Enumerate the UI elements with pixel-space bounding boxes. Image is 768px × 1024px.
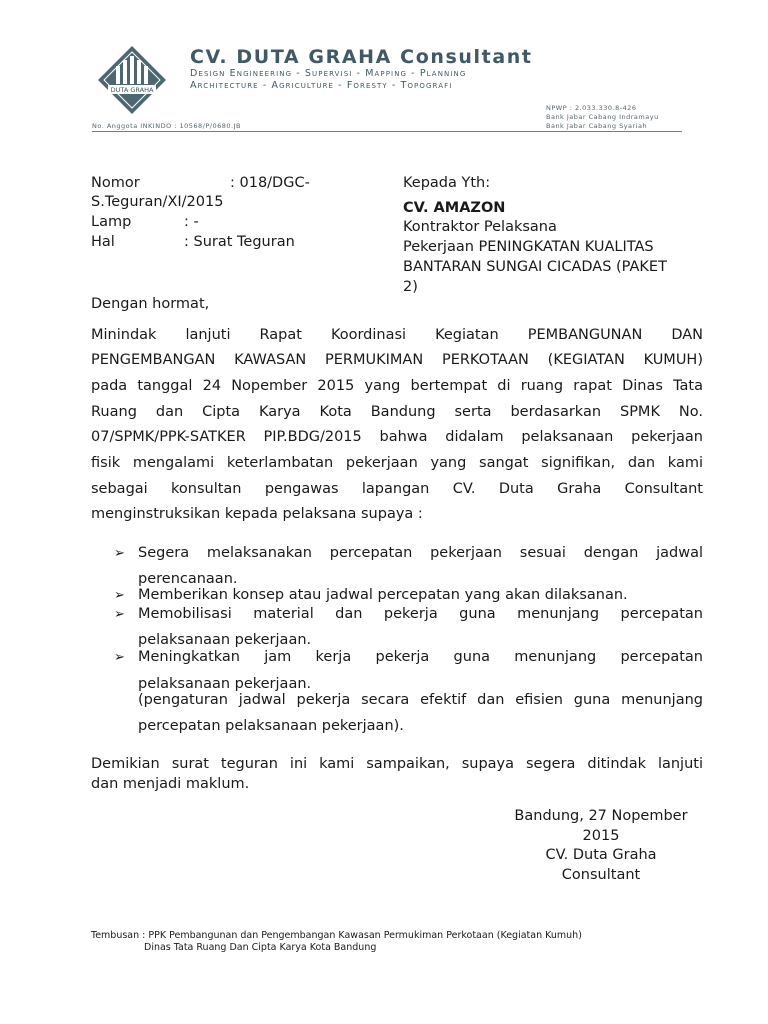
nomor-label: Nomor <box>91 175 140 191</box>
greeting: Dengan hormat, <box>91 296 210 312</box>
bullet-arrow-icon: ➢ <box>114 546 125 561</box>
lamp-label: Lamp <box>91 214 132 230</box>
body-line: 07/SPMK/PPK-SATKER PIP.BDG/2015 bahwa didalam pelaksanaan pekerjaan <box>91 429 703 445</box>
company-bank-2: Bank Jabar Cabang Syariah <box>546 122 648 130</box>
body-line-last: menginstruksikan kepada pelaksana supaya : <box>91 506 423 522</box>
recipient-role: Kontraktor Pelaksana <box>403 219 557 235</box>
instruction-item-cont: pelaksanaan pekerjaan. <box>138 632 312 648</box>
closing-line1: Demikian surat teguran ini kami sampaikan, supaya segera ditindak lanjuti <box>91 756 703 772</box>
instruction-item: Memberikan konsep atau jadwal percepatan yang akan dilaksanan. <box>138 587 628 603</box>
instruction-item-cont: (pengaturan jadwal pekerja secara efektif dan efisien guna menunjang <box>138 692 703 708</box>
bullet-arrow-icon: ➢ <box>114 588 125 603</box>
bullet-arrow-icon: ➢ <box>114 607 125 622</box>
hal-value: : Surat Teguran <box>184 234 295 250</box>
signature-year: 2015 <box>582 827 620 844</box>
instruction-item-cont: pelaksanaan pekerjaan. <box>138 676 312 692</box>
closing-line2: dan menjadi maklum. <box>91 776 250 792</box>
logo-text: DUTA GRAHA <box>110 86 154 94</box>
lamp-value: : - <box>184 214 199 230</box>
nomor-value: : 018/DGC- <box>230 175 310 191</box>
signature-company-cont: Consultant <box>561 867 641 884</box>
company-name: CV. DUTA GRAHA Consultant <box>190 46 533 68</box>
company-bank-1: Bank Jabar Cabang Indramayu <box>546 113 659 121</box>
hal-label: Hal <box>91 234 115 250</box>
instruction-item: Meningkatkan jam kerja pekerja guna menunjang percepatan <box>138 649 703 665</box>
instruction-item: Segera melaksanakan percepatan pekerjaan sesuai dengan jadwal <box>138 545 703 561</box>
recipient-project-line3: 2) <box>403 279 418 295</box>
nomor-value-continued: S.Teguran/XI/2015 <box>91 194 224 210</box>
footer-cc-line1: Tembusan : PPK Pembangunan dan Pengembangan Kawasan Permukiman Perkotaan (Kegiatan Kumuh) <box>91 930 582 941</box>
company-services-line2: Architecture - Agriculture - Foresty - Topografi <box>190 80 453 91</box>
body-line: PENGEMBANGAN KAWASAN PERMUKIMAN PERKOTAAN (KEGIATAN KUMUH) <box>91 352 703 368</box>
instruction-item-cont: perencanaan. <box>138 571 238 587</box>
company-services-line1: Design Engineering - Supervisi - Mapping - Planning <box>190 68 467 79</box>
company-npwp: NPWP : 2.033.330.8-426 <box>546 104 637 112</box>
footer-cc-line2: Dinas Tata Ruang Dan Cipta Karya Kota Bandung <box>144 942 377 953</box>
recipient-name: CV. AMAZON <box>403 200 506 216</box>
recipient-project-line2: BANTARAN SUNGAI CICADAS (PAKET <box>403 259 667 275</box>
bullet-arrow-icon: ➢ <box>114 650 125 665</box>
body-line: sebagai konsultan pengawas lapangan CV. Duta Graha Consultant <box>91 481 703 497</box>
company-logo <box>96 44 168 116</box>
body-line: Minindak lanjuti Rapat Koordinasi Kegiatan PEMBANGUNAN DAN <box>91 327 703 343</box>
body-line: fisik mengalami keterlambatan pekerjaan yang sangat signifikan, dan kami <box>91 455 703 471</box>
body-line: Ruang dan Cipta Karya Kota Bandung serta berdasarkan SPMK No. <box>91 404 703 420</box>
recipient-project-line1: Pekerjaan PENINGKATAN KUALITAS <box>403 239 654 255</box>
signature-company: CV. Duta Graha <box>545 847 657 864</box>
signature-place-date: Bandung, 27 Nopember <box>514 808 688 824</box>
signature-block <box>498 807 704 886</box>
body-line: pada tanggal 24 Nopember 2015 yang bertempat di ruang rapat Dinas Tata <box>91 378 703 394</box>
letterhead-divider <box>92 131 682 132</box>
instruction-item: Memobilisasi material dan pekerja guna menunjang percepatan <box>138 606 703 622</box>
company-member-number: No. Anggota INKINDO : 10568/P/0680.JB <box>92 122 241 130</box>
recipient-salutation: Kepada Yth: <box>403 175 491 191</box>
instruction-item-cont: percepatan pelaksanaan pekerjaan). <box>138 718 404 734</box>
